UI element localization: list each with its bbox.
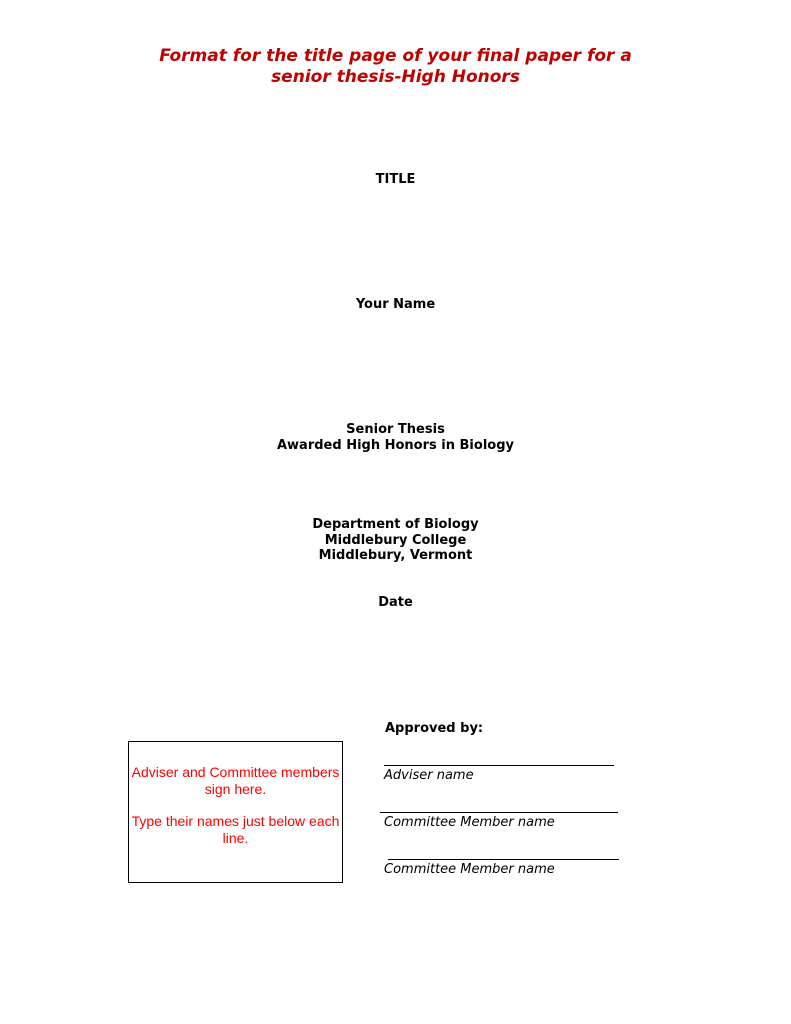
location: Middlebury, Vermont — [318, 548, 473, 563]
approved-by-label: Approved by: — [385, 721, 484, 736]
date-placeholder: Date — [378, 595, 413, 610]
committee-member-1-signature-line — [380, 812, 618, 813]
committee-member-2-name: Committee Member name — [384, 862, 555, 877]
department: Department of Biology — [312, 517, 479, 532]
heading-line-2: senior thesis-High Honors — [271, 67, 520, 87]
name-placeholder: Your Name — [355, 297, 436, 312]
committee-member-1-name: Committee Member name — [384, 815, 555, 830]
adviser-name: Adviser name — [384, 768, 474, 783]
instruction-type-names: Type their names just below each line. — [131, 813, 340, 846]
instruction-sign-here: Adviser and Committee members sign here. — [131, 764, 340, 797]
heading-line-1: Format for the title page of your final paper for a — [159, 46, 632, 66]
thesis-line-1: Senior Thesis — [346, 422, 445, 437]
committee-member-2-signature-line — [388, 859, 619, 860]
signature-instructions-box — [128, 741, 343, 883]
college: Middlebury College — [324, 533, 467, 548]
title-placeholder: TITLE — [375, 172, 416, 187]
adviser-signature-line — [384, 765, 614, 766]
thesis-line-2: Awarded High Honors in Biology — [276, 438, 514, 453]
